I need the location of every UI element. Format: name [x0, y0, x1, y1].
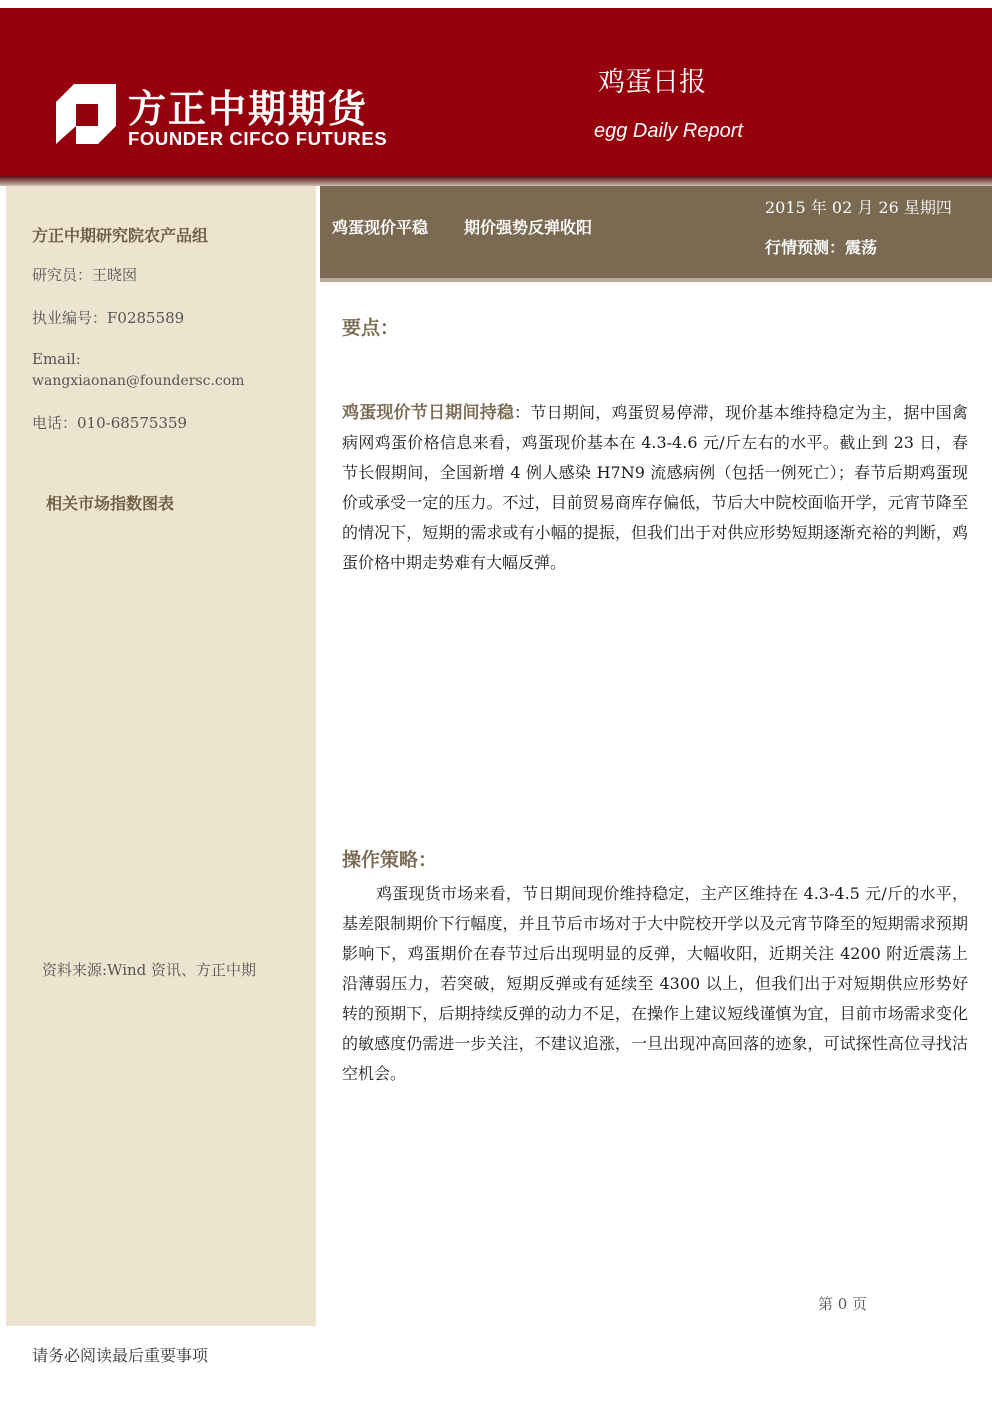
report-subtitle: egg Daily Report: [594, 120, 743, 142]
page-number: 第 0 页: [818, 1295, 868, 1313]
phone-number: 电话：010-68575359: [32, 414, 188, 432]
data-source: 资料来源:Wind 资讯、方正中期: [42, 961, 257, 979]
company-name-en: FOUNDER CIFCO FUTURES: [128, 128, 388, 149]
market-forecast: 行情预测：震荡: [765, 238, 878, 257]
report-title: 鸡蛋日报: [598, 67, 706, 98]
email-link[interactable]: wangxiaonan@foundersc.com: [32, 373, 245, 389]
key-points-paragraph: [342, 398, 968, 578]
headline-1: 鸡蛋现价平稳: [332, 218, 429, 237]
strategy-title: 操作策略：: [342, 849, 438, 871]
email-label: Email:: [32, 350, 81, 368]
header-divider: [0, 176, 992, 186]
strategy-paragraph: 鸡蛋现货市场来看，节日期间现价维持稳定，主产区维持在 4.3-4.5 元/斤的水平，基差限制期价下行幅度，并且节后市场对于大中院校开学以及元宵节降至的短期需求预期影响下，鸡蛋期价在春节过后出现明显的反弹，大幅收阳，近期关注 4200 附近震荡上沿薄弱压力，若突破，短期反弹或有延续至 4300 以上，但我们出于对短期供应形势好转的预期下，后期持续反弹的动力不足，在操作上建议短线谨慎为宜，目前市场需求变化的敏感度仍需进一步关注，不建议追涨，一旦出现冲高回落的迹象，可试探性高位寻找沽空机会。: [342, 884, 968, 1083]
license-number: 执业编号：F0285589: [32, 309, 185, 327]
charts-heading: 相关市场指数图表: [46, 494, 175, 513]
researcher-name: 研究员：王晓囡: [32, 266, 138, 284]
key-points-title: 要点：: [342, 317, 400, 339]
disclaimer-notice: 请务必阅读最后重要事项: [32, 1346, 209, 1365]
key-points-text: ：节日期间，鸡蛋贸易停滞，现价基本维持稳定为主，据中国禽病网鸡蛋价格信息来看，鸡蛋现价基本在 4.3-4.6 元/斤左右的水平。截止到 23 日，春节长假期间，全国新增 4 例人感染 H7N9 流感病例（包括一例死亡）；春节后期鸡蛋现价或承受一定的压力。不过，目前贸易商库存偏低，节后大中院校面临开学，元宵节降至的情况下，短期的需求或有小幅的提振，但我们出于对供应形势短期逐渐充裕的判断，鸡蛋价格中期走势难有大幅反弹。: [342, 403, 968, 572]
company-logo-icon: [56, 84, 116, 144]
headline-2: 期价强势反弹收阳: [464, 218, 593, 237]
company-name-cn: 方正中期期货: [128, 87, 369, 131]
banner-divider: [320, 278, 992, 282]
report-date: 2015 年 02 月 26 星期四: [765, 198, 952, 217]
key-points-lead: 鸡蛋现价节日期间持稳: [342, 403, 515, 423]
research-group: 方正中期研究院农产品组: [32, 226, 209, 245]
